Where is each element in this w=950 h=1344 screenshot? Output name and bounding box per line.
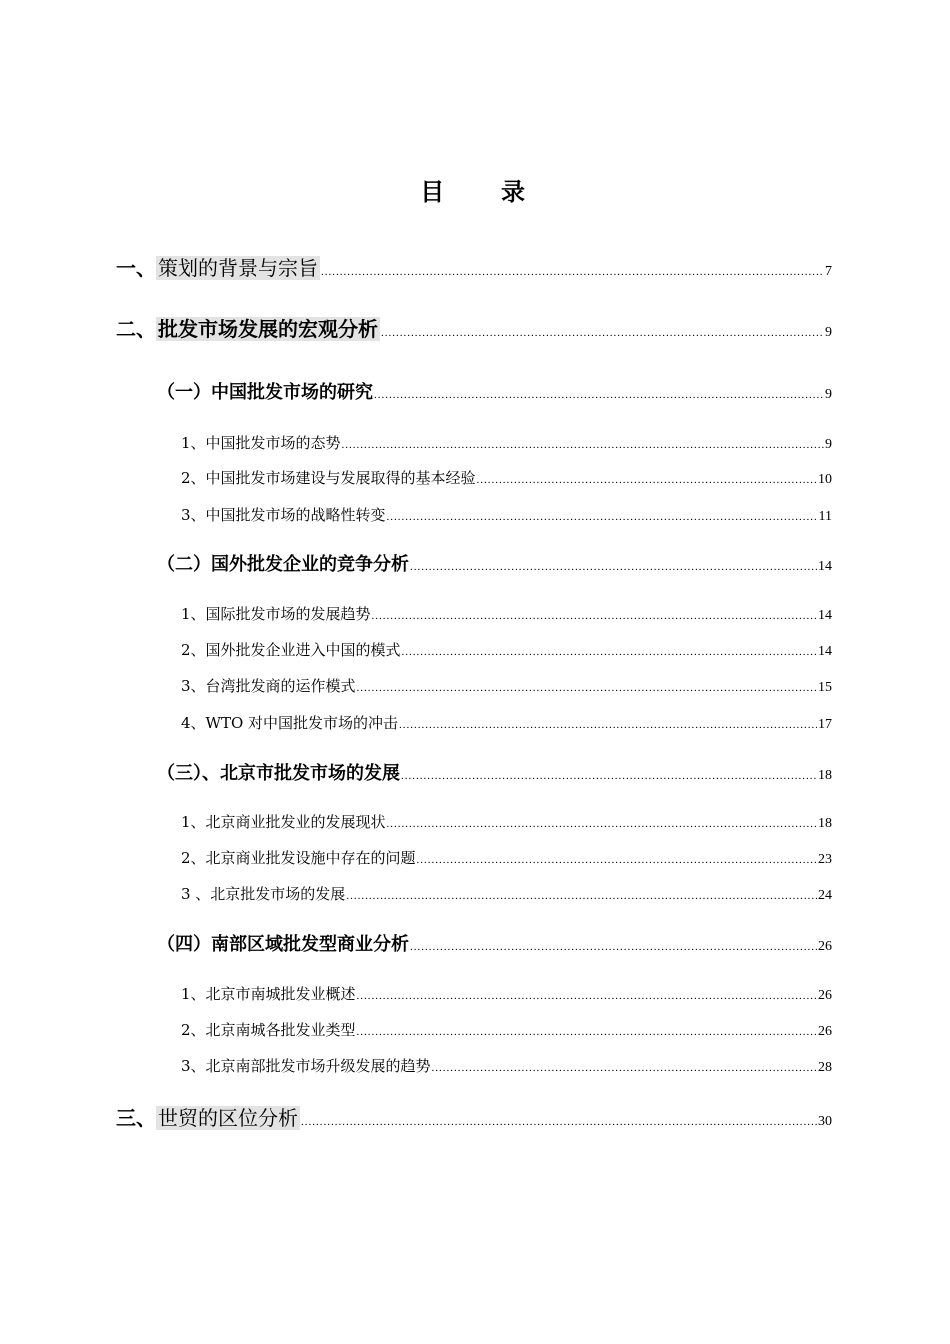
page-number: 26 <box>818 988 832 1003</box>
page-number: 26 <box>818 939 832 954</box>
leader-dots <box>387 818 817 830</box>
page-number: 11 <box>818 509 832 524</box>
leader-dots <box>357 990 817 1002</box>
item-title: 3 、北京批发市场的发展 <box>181 885 346 903</box>
item-title: 3、北京南部批发市场升级发展的趋势 <box>181 1057 431 1075</box>
item-title: 3、中国批发市场的战略性转变 <box>181 506 386 524</box>
item-title: 4、WTO 对中国批发市场的冲击 <box>181 714 399 732</box>
leader-dots <box>402 646 817 658</box>
title-char-1: 目 <box>420 178 449 206</box>
leader-dots <box>357 1026 817 1038</box>
subsection-title: （三）、北京市批发市场的发展 <box>157 763 400 784</box>
toc-entry-section-2-1-1[interactable] <box>181 432 832 453</box>
leader-dots <box>346 890 817 902</box>
section-title: 批发市场发展的宏观分析 <box>158 317 378 341</box>
page-title <box>0 172 950 207</box>
page-number: 14 <box>818 559 832 574</box>
page-number: 9 <box>825 387 832 402</box>
toc-entry-section-2-4-1[interactable] <box>181 983 832 1004</box>
item-title: 2、北京南城各批发业类型 <box>181 1021 356 1039</box>
page-number: 23 <box>818 852 832 867</box>
toc-entry-section-2-3-3[interactable] <box>181 883 832 904</box>
page-number: 15 <box>818 680 832 695</box>
page-number: 18 <box>818 768 832 783</box>
subsection-title: （一）中国批发市场的研究 <box>157 382 373 403</box>
page-number: 17 <box>818 717 832 732</box>
toc-entry-section-2-4-2[interactable] <box>181 1019 832 1040</box>
leader-dots <box>357 682 817 694</box>
toc-entry-section-2-1-2[interactable] <box>181 467 832 488</box>
title-char-2: 录 <box>501 178 530 206</box>
leader-dots <box>374 389 824 401</box>
section-title: 世贸的区位分析 <box>158 1106 298 1130</box>
page-number: 18 <box>818 816 832 831</box>
page-number: 9 <box>825 437 832 452</box>
toc-entry-section-2-1-3[interactable] <box>181 504 832 525</box>
page-number: 28 <box>818 1060 832 1075</box>
item-title: 3、台湾批发商的运作模式 <box>181 677 356 695</box>
leader-dots <box>401 770 817 782</box>
leader-dots <box>417 854 817 866</box>
toc-entry-section-2-2-2[interactable] <box>181 639 832 660</box>
section-number: 二、 <box>116 317 156 341</box>
leader-dots <box>301 1116 817 1128</box>
toc-entry-section-1[interactable] <box>116 252 832 281</box>
toc-entry-section-2-4[interactable] <box>157 930 832 956</box>
item-title: 1、北京市南城批发业概述 <box>181 985 356 1003</box>
toc-entry-section-2-2-3[interactable] <box>181 675 832 696</box>
leader-dots <box>372 610 817 622</box>
leader-dots <box>381 327 824 339</box>
item-title: 2、中国批发市场建设与发展取得的基本经验 <box>181 469 476 487</box>
leader-dots <box>410 561 817 573</box>
item-title: 2、北京商业批发设施中存在的问题 <box>181 849 416 867</box>
leader-dots <box>387 511 818 523</box>
toc-entry-section-2[interactable] <box>116 313 832 342</box>
toc-entry-section-2-3[interactable] <box>157 759 832 785</box>
item-title: 1、中国批发市场的态势 <box>181 434 341 452</box>
page-number: 7 <box>825 264 832 279</box>
item-title: 2、国外批发企业进入中国的模式 <box>181 641 401 659</box>
toc-entry-section-2-3-2[interactable] <box>181 847 832 868</box>
item-title: 1、北京商业批发业的发展现状 <box>181 813 386 831</box>
page-number: 9 <box>825 325 832 340</box>
toc-entry-section-3[interactable] <box>116 1102 832 1131</box>
toc-entry-section-2-1[interactable] <box>157 378 832 404</box>
section-number: 三、 <box>116 1106 156 1130</box>
subsection-title: （二）国外批发企业的竞争分析 <box>157 554 409 575</box>
page-number: 10 <box>818 472 832 487</box>
leader-dots <box>410 941 817 953</box>
leader-dots <box>321 266 824 278</box>
leader-dots <box>432 1062 817 1074</box>
toc-entry-section-2-2-4[interactable] <box>181 712 832 733</box>
toc-entry-section-2-2-1[interactable] <box>181 603 832 624</box>
toc-entry-section-2-4-3[interactable] <box>181 1055 832 1076</box>
page-number: 30 <box>818 1114 832 1129</box>
section-number: 一、 <box>116 256 156 280</box>
leader-dots <box>399 719 817 731</box>
section-title: 策划的背景与宗旨 <box>158 256 318 280</box>
page-number: 24 <box>818 888 832 903</box>
toc-entry-section-2-3-1[interactable] <box>181 811 832 832</box>
item-title: 1、国际批发市场的发展趋势 <box>181 605 371 623</box>
leader-dots <box>342 439 824 451</box>
leader-dots <box>477 474 817 486</box>
toc-entry-section-2-2[interactable] <box>157 550 832 576</box>
page-number: 26 <box>818 1024 832 1039</box>
subsection-title: （四）南部区域批发型商业分析 <box>157 934 409 955</box>
page-number: 14 <box>818 608 832 623</box>
page-number: 14 <box>818 644 832 659</box>
